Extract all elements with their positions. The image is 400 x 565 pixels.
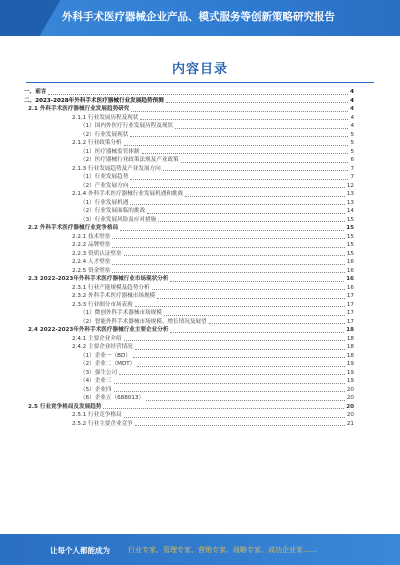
toc-entry-label: 2.2.5 资金壁垒	[72, 267, 111, 274]
toc-entry-label: 2.5.2 行业主要企业竞争	[72, 420, 133, 427]
toc-entry-label: 2.3.1 行业产能规模及趋势分析	[72, 284, 150, 291]
report-title: 外科手术医疗器械企业产品、模式服务等创新策略研究报告	[62, 11, 335, 23]
toc-entry[interactable]	[24, 88, 354, 97]
toc-entry-page: 14	[346, 208, 354, 214]
toc-entry-page: 18	[346, 344, 354, 350]
toc-leader-dots	[181, 162, 349, 163]
toc-entry-label: 一、前言	[24, 89, 47, 95]
toc-entry-page: 15	[346, 216, 354, 223]
toc-entry-page: 19	[346, 361, 354, 367]
toc-entry-label: 2.4.2 主要企业经营情况	[72, 344, 133, 350]
toc-entry-label: （5）企业四	[80, 386, 112, 393]
toc-entry-page: 15	[346, 233, 354, 240]
toc-leader-dots	[146, 400, 345, 401]
toc-leader-dots	[166, 102, 348, 103]
toc-entry-page: 13	[346, 191, 354, 197]
toc-entry-page: 20	[346, 412, 354, 418]
toc-entry-page: 6	[350, 157, 354, 163]
toc-entry-label: 2.1.1 行业发展历程及现状	[72, 114, 139, 121]
toc-leader-dots	[135, 349, 345, 350]
toc-entry-label: （2）产业发展方向	[80, 182, 129, 189]
toc-entry-label: 2.2.4 人才壁垒	[72, 259, 111, 265]
toc-leader-dots	[163, 170, 349, 171]
toc-entry-label: 2.5 行业竞争格局及发展趋势	[28, 403, 102, 410]
toc-entry-page: 20	[346, 386, 354, 393]
toc-entry-page: 17	[346, 301, 354, 308]
toc-entry-label: 2.1.3 行业发展趋势及产业发展方向	[72, 165, 161, 172]
toc-entry-label: （6）企业五（688013）	[80, 395, 145, 401]
toc-entry-page: 21	[346, 420, 354, 427]
toc-entry-label: 2.3.3 行业细分市场表现	[72, 301, 133, 308]
toc-entry-label: （1）行业发展机遇	[80, 199, 129, 206]
toc-entry[interactable]	[24, 267, 354, 276]
toc-entry[interactable]	[24, 275, 354, 284]
toc-entry-page: 4	[350, 89, 354, 95]
toc-entry-page: 18	[346, 352, 354, 359]
toc-entry[interactable]	[24, 386, 354, 395]
toc-entry-label: 2.2 外科手术医疗器械行业竞争格局	[28, 225, 119, 231]
toc-entry-label: （1）医疗器械监管体制	[80, 148, 140, 155]
toc-entry[interactable]	[24, 369, 354, 378]
toc-leader-dots	[124, 417, 345, 418]
toc-leader-dots	[157, 298, 345, 299]
toc-entry-page: 19	[346, 369, 354, 376]
toc-entry[interactable]	[24, 97, 354, 106]
footer-band	[0, 534, 400, 565]
toc-entry-label: （2）企业二（MDT）	[80, 361, 136, 367]
toc-entry[interactable]	[24, 122, 354, 131]
header-band	[0, 0, 400, 36]
toc-entry-label: 2.4 2022-2023年外科手术医疗器械行业主要企业分析	[28, 327, 169, 333]
toc-entry-page: 4	[350, 106, 354, 112]
toc-leader-dots	[112, 272, 344, 273]
toc-entry-page: 17	[346, 310, 354, 316]
table-of-contents	[24, 88, 354, 428]
toc-entry-page: 17	[346, 318, 354, 325]
toc-entry-label: 2.1 外科手术医疗器械行业发展趋势研究	[28, 106, 130, 112]
toc-entry[interactable]	[24, 250, 354, 259]
toc-leader-dots	[124, 340, 345, 341]
toc-entry-label: 2.1.4 外科手术医疗器械行业发展机遇和挑战	[72, 191, 184, 197]
toc-entry-page: 19	[346, 378, 354, 384]
toc-leader-dots	[158, 221, 345, 222]
toc-leader-dots	[133, 357, 345, 358]
toc-entry[interactable]	[24, 318, 354, 327]
toc-entry-page: 7	[350, 165, 354, 172]
toc-leader-dots	[175, 128, 348, 129]
toc-leader-dots	[120, 230, 344, 231]
toc-entry-page: 15	[346, 250, 354, 257]
toc-entry-label: （1）行业发展趋势	[80, 174, 129, 180]
footer-tagline: 行业专家、管理专家、营销专家、战略专家、成功企业家……	[128, 546, 317, 554]
toc-entry[interactable]	[24, 114, 354, 123]
toc-entry-label: （2）医疗器械行业政策法规及产业政策	[80, 157, 179, 163]
toc-leader-dots	[209, 323, 345, 324]
toc-entry[interactable]	[24, 165, 354, 174]
toc-entry-page: 4	[350, 97, 354, 104]
toc-entry[interactable]	[24, 326, 354, 335]
toc-entry-page: 15	[346, 225, 354, 231]
toc-leader-dots	[137, 366, 345, 367]
toc-title: 内容目录	[171, 62, 228, 77]
toc-leader-dots	[135, 306, 345, 307]
toc-entry-page: 13	[346, 199, 354, 206]
toc-entry-page: 17	[346, 293, 354, 299]
toc-entry-page: 4	[350, 114, 354, 121]
toc-entry-page: 5	[350, 148, 354, 155]
toc-entry[interactable]	[24, 199, 354, 208]
toc-entry-label: （2）行业发展现状	[80, 131, 129, 138]
toc-entry[interactable]	[24, 309, 354, 318]
toc-entry[interactable]	[24, 420, 354, 429]
toc-entry-label: （2）行业发展面临的挑战	[80, 208, 146, 214]
toc-leader-dots	[119, 374, 345, 375]
toc-leader-dots	[164, 315, 345, 316]
toc-leader-dots	[170, 332, 344, 333]
toc-entry-page: 4	[350, 123, 354, 129]
toc-entry-label: 2.2.1 技术壁垒	[72, 233, 111, 240]
toc-entry[interactable]	[24, 284, 354, 293]
toc-entry-label: （3）行业发展风险及应对措施	[80, 216, 157, 223]
toc-entry-page: 18	[346, 327, 354, 333]
toc-entry-label: （1）微创外科手术器械市场规模	[80, 310, 162, 316]
toc-leader-dots	[140, 119, 348, 120]
toc-entry-page: 12	[346, 182, 354, 189]
toc-entry-page: 16	[346, 267, 354, 274]
toc-entry[interactable]	[24, 233, 354, 242]
toc-entry-label: （1）企业一（BD）	[80, 352, 131, 359]
toc-entry-page: 20	[346, 395, 354, 401]
toc-entry[interactable]	[24, 131, 354, 140]
toc-leader-dots	[130, 136, 348, 137]
toc-entry[interactable]	[24, 241, 354, 250]
toc-entry[interactable]	[24, 216, 354, 225]
toc-divider	[26, 82, 374, 83]
toc-entry-label: 2.3.2 外科手术医疗器械市场规模	[72, 293, 156, 299]
toc-entry[interactable]	[24, 301, 354, 310]
toc-entry[interactable]	[24, 343, 354, 352]
toc-entry-page: 18	[346, 335, 354, 342]
toc-leader-dots	[147, 213, 345, 214]
toc-leader-dots	[124, 145, 349, 146]
toc-entry-label: （4）企业三	[80, 378, 112, 384]
toc-entry[interactable]	[24, 258, 354, 267]
toc-entry[interactable]	[24, 377, 354, 386]
toc-entry-label: 2.2.2 品牌壁垒	[72, 242, 111, 248]
toc-entry-label: （2）智能外科手术器械市场规模、增长情况及展望	[80, 318, 207, 325]
toc-leader-dots	[112, 264, 344, 265]
toc-entry-label: 2.4.1 主要企业介绍	[72, 335, 122, 342]
toc-entry[interactable]	[24, 173, 354, 182]
footer-slogan: 让每个人都能成为	[50, 546, 110, 555]
toc-leader-dots	[114, 391, 345, 392]
toc-leader-dots	[48, 94, 348, 95]
toc-entry[interactable]	[24, 352, 354, 361]
toc-entry-page: 16	[346, 276, 354, 282]
header-decor-shape	[0, 0, 60, 36]
toc-leader-dots	[135, 425, 345, 426]
toc-leader-dots	[103, 408, 344, 409]
toc-entry[interactable]	[24, 148, 354, 157]
toc-entry[interactable]	[24, 360, 354, 369]
toc-entry-label: （3）强生公司	[80, 369, 118, 376]
toc-leader-dots	[130, 187, 345, 188]
toc-leader-dots	[130, 204, 345, 205]
toc-leader-dots	[152, 289, 345, 290]
toc-leader-dots	[114, 383, 345, 384]
toc-leader-dots	[112, 238, 344, 239]
toc-entry-page: 5	[350, 131, 354, 138]
toc-entry-label: 2.5.1 行业竞争格局	[72, 412, 122, 418]
toc-entry-page: 16	[346, 259, 354, 265]
toc-entry[interactable]	[24, 403, 354, 412]
toc-entry[interactable]	[24, 394, 354, 403]
toc-entry-label: 2.1.2 行业政策分析	[72, 140, 122, 146]
toc-entry[interactable]	[24, 335, 354, 344]
toc-entry[interactable]	[24, 156, 354, 165]
toc-entry-label: 2.3 2022-2023年外科手术医疗器械行业市场现状分析	[28, 276, 169, 282]
toc-entry[interactable]	[24, 139, 354, 148]
toc-entry[interactable]	[24, 182, 354, 191]
toc-entry[interactable]	[24, 411, 354, 420]
toc-entry-label: 二、2023-2028年外科手术医疗器械行业发展趋势预测	[24, 97, 164, 104]
toc-entry-label: 2.2.3 资质认证壁垒	[72, 250, 122, 257]
toc-leader-dots	[130, 179, 348, 180]
toc-entry-page: 5	[350, 140, 354, 146]
toc-leader-dots	[142, 153, 349, 154]
toc-entry[interactable]	[24, 105, 354, 114]
toc-entry-page: 15	[346, 242, 354, 248]
toc-entry-label: （1）国内外医疗行业发展历程及现状	[80, 123, 174, 129]
toc-leader-dots	[124, 255, 345, 256]
toc-entry[interactable]	[24, 190, 354, 199]
toc-entry[interactable]	[24, 292, 354, 301]
toc-entry-page: 20	[346, 403, 354, 410]
toc-leader-dots	[185, 196, 345, 197]
toc-leader-dots	[170, 281, 344, 282]
toc-entry[interactable]	[24, 207, 354, 216]
toc-entry-page: 7	[350, 174, 354, 180]
toc-entry[interactable]	[24, 224, 354, 233]
toc-entry-page: 16	[346, 284, 354, 291]
toc-leader-dots	[131, 111, 348, 112]
toc-leader-dots	[112, 247, 344, 248]
